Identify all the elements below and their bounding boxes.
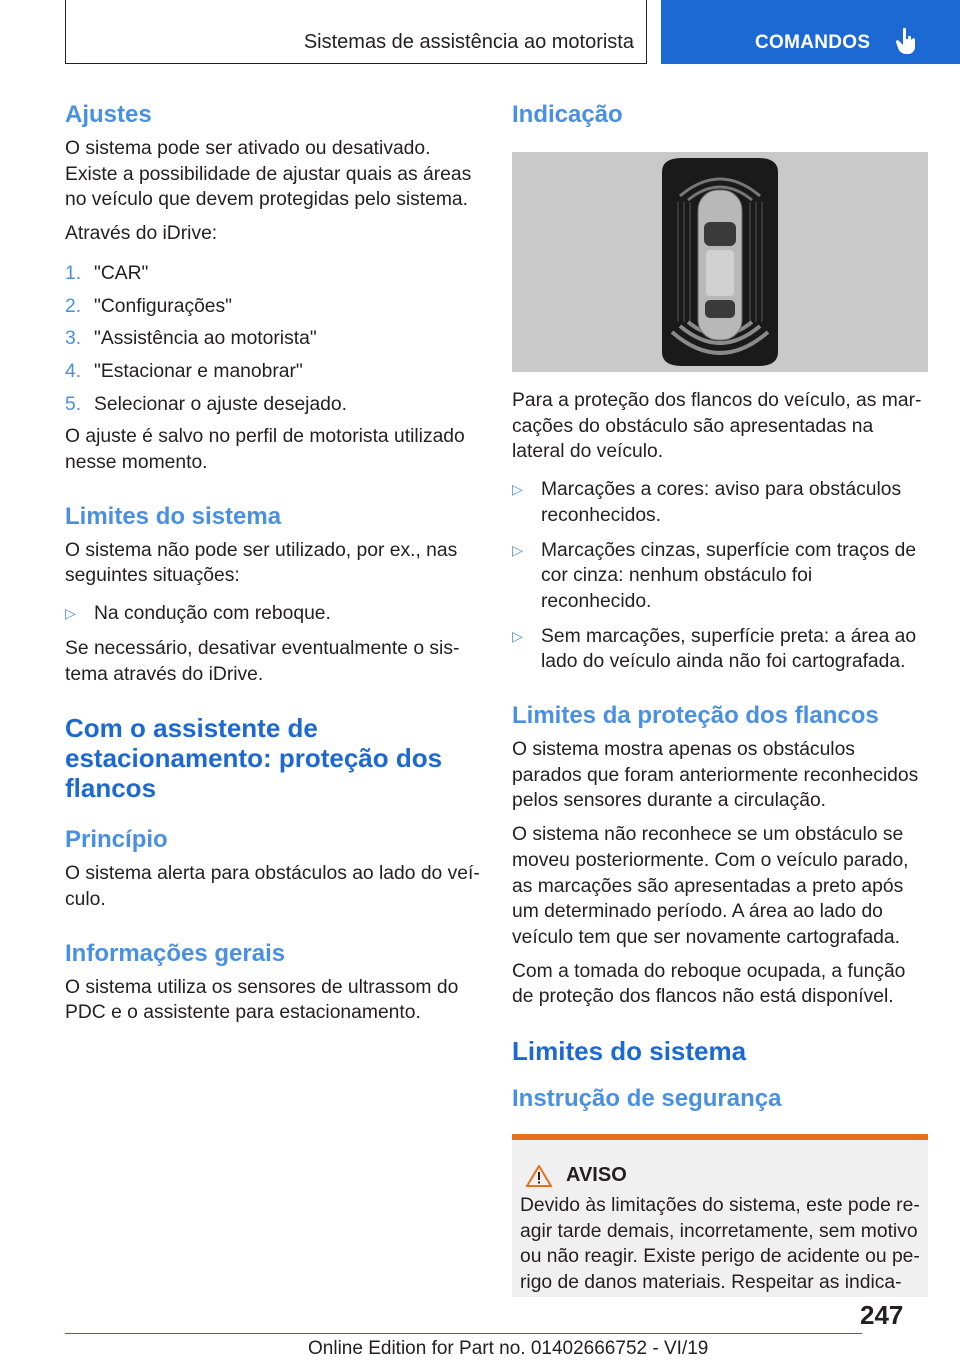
- heading-informacoes: Informações gerais: [65, 939, 286, 967]
- heading-com-assistente: Com o assistente de estacionamento: proteção dos flancos: [65, 713, 443, 804]
- warning-text: Devido às limitações do sistema, este pode reagir tarde demais, incorretamente, sem motivo ou não reagir. Existe perigo de acidente ou perigo de danos materiais. Respeitar as indica-: [520, 1195, 920, 1294]
- bullet-triangle-icon: ▷: [65, 605, 76, 622]
- car-top-view-image: [512, 152, 928, 372]
- limprot-paragraph-1: O sistema mostra apenas os obstáculos parados que foram anteriormente reconhecidos pelos sensores durante a circulação.: [512, 739, 919, 812]
- header-chapter-title: COMANDOS: [755, 32, 871, 53]
- list-item: ▷ Marcações a cores: aviso para obstáculos reconhecidos.: [512, 479, 902, 526]
- hand-pointer-icon: [895, 27, 919, 55]
- ajustes-steps-list: [65, 261, 480, 418]
- ajustes-paragraph-2: Através do iDrive:: [65, 223, 218, 245]
- footer-divider: [65, 1333, 862, 1334]
- list-item: ▷ Sem marcações, superfície preta: a área ao lado do veículo ainda não foi cartografada.: [512, 625, 917, 673]
- list-item: 4. "Estacionar e manobrar": [65, 360, 303, 382]
- heading-limites: Limites do sistema: [65, 502, 282, 530]
- list-item: ▷ Na condução com reboque.: [65, 601, 480, 627]
- warning-box: [512, 1134, 928, 1297]
- ajustes-paragraph-1: O sistema pode ser ativado ou desativado. Existe a possibilidade de ajustar quais as áreas no veículo que devem protegidas pelo sistema.: [65, 138, 472, 211]
- heading-indicacao: Indicação: [512, 101, 623, 128]
- header-section-title: Sistemas de assistência ao motorista: [303, 31, 634, 53]
- header-chapter-tab: [661, 0, 960, 64]
- left-column: [65, 100, 480, 1034]
- bullet-triangle-icon: ▷: [512, 541, 523, 558]
- principio-paragraph: O sistema alerta para obstáculos ao lado do veículo.: [65, 863, 480, 910]
- list-item: 2. "Configurações": [65, 295, 233, 317]
- limites-paragraph-2: Se necessário, desativar eventualmente o sistema através do iDrive.: [65, 637, 460, 685]
- side-protection-figure: [512, 152, 928, 372]
- page-number: 247: [860, 1300, 904, 1330]
- bullet-triangle-icon: ▷: [512, 627, 523, 644]
- heading-ajustes: Ajustes: [65, 101, 152, 128]
- limprot-paragraph-3: Com a tomada do reboque ocupada, a função de proteção dos flancos não está disponível.: [512, 960, 906, 1008]
- heading-limites-sistema: Limites do sistema: [512, 1036, 747, 1067]
- footer-edition: Online Edition for Part no. 01402666752 - VI/19: [308, 1338, 709, 1359]
- warning-title: AVISO: [520, 1164, 920, 1187]
- heading-principio: Princípio: [65, 826, 168, 854]
- list-item: 3. "Assistência ao motorista": [65, 328, 317, 350]
- limites-paragraph-1: O sistema não pode ser utilizado, por ex., nas seguintes situações:: [65, 539, 458, 587]
- heading-instrucao: Instrução de segurança: [512, 1085, 782, 1113]
- ajustes-paragraph-3: O ajuste é salvo no perfil de motorista utilizado nesse momento.: [65, 426, 465, 474]
- indicacao-paragraph: Para a proteção dos flancos do veículo, as marcações do obstáculo são apresentadas na lateral do veículo.: [512, 390, 922, 463]
- list-item: 5. Selecionar o ajuste desejado.: [65, 393, 347, 415]
- info-paragraph: O sistema utiliza os sensores de ultrassom do PDC e o assistente para estacionamento.: [65, 976, 459, 1024]
- limites-bullet-list: [65, 601, 480, 627]
- right-column: [512, 100, 927, 1297]
- header-section-box: [65, 0, 647, 64]
- list-item: ▷ Marcações cinzas, superfície com traços de cor cinza: nenhum obstáculo foi reconhecido.: [512, 539, 917, 612]
- heading-limites-protecao: Limites da proteção dos flancos: [512, 702, 879, 730]
- indicacao-bullet-list: [512, 477, 927, 675]
- bullet-triangle-icon: ▷: [512, 481, 523, 498]
- list-item: 1. "CAR": [65, 262, 149, 284]
- limprot-paragraph-2: O sistema não reconhece se um obstáculo se moveu posteriormente. Com o veículo parado, as marcações são apresentadas a preto após um determinado período. A área ao lado do veículo tem que ser novamente cartografada.: [512, 824, 909, 948]
- warning-triangle-icon: [526, 1165, 552, 1187]
